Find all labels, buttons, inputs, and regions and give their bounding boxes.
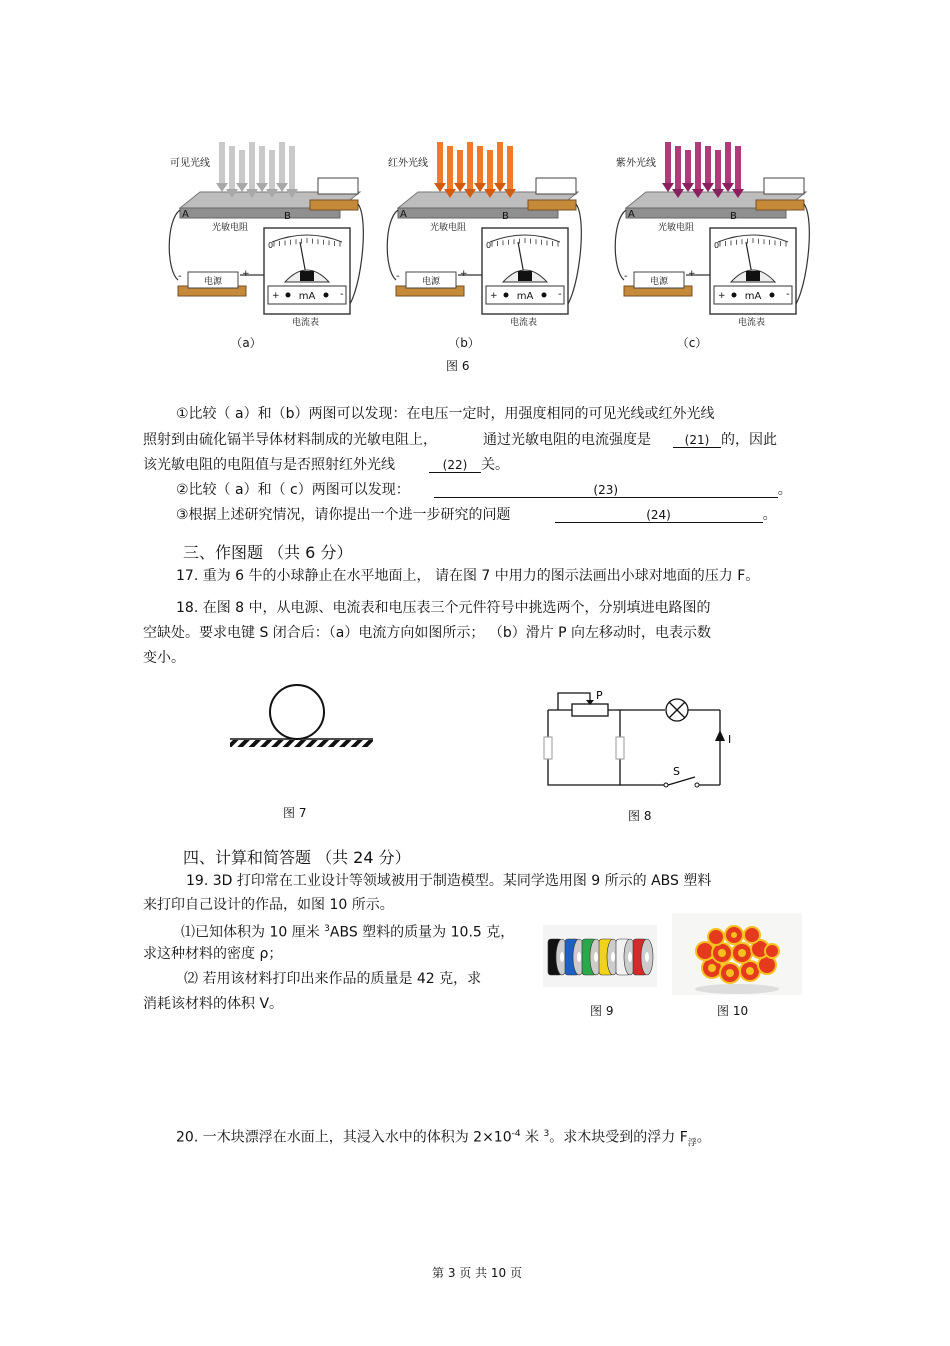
q19-line2: 来打印自己设计的作品，如图 10 所示。 bbox=[143, 897, 394, 913]
fig6-caption: 图 6 bbox=[446, 359, 470, 373]
light-arrow-head bbox=[276, 183, 288, 192]
light-arrow-head bbox=[256, 183, 268, 192]
light-arrow-shaft bbox=[259, 146, 265, 184]
ammeter-post bbox=[504, 293, 509, 298]
light-arrow-shaft bbox=[447, 146, 453, 190]
ammeter-unit: mA bbox=[516, 291, 534, 302]
power-minus: - bbox=[396, 271, 400, 282]
ammeter-unit: mA bbox=[298, 291, 316, 302]
q18-line1: 18. 在图 8 中，从电源、电流表和电压表三个元件符号中挑选两个，分别填进电路图的 bbox=[176, 600, 711, 616]
light-arrow-shaft bbox=[675, 146, 681, 190]
power-plus: + bbox=[242, 269, 250, 279]
light-arrow-head bbox=[722, 183, 734, 192]
ammeter-plus: + bbox=[718, 291, 726, 301]
q-p1-line2a: 照射到由硫化镉半导体材料制成的光敏电阻上， bbox=[143, 432, 437, 448]
wire-left bbox=[615, 210, 626, 280]
meter-zero: 0 bbox=[714, 241, 720, 250]
light-arrow-shaft bbox=[457, 150, 463, 184]
q20-sup2: 3 bbox=[543, 1129, 550, 1139]
ammeter-label: 电流表 bbox=[738, 318, 766, 328]
ammeter-minus: - bbox=[340, 289, 344, 300]
label-i: I bbox=[728, 733, 732, 746]
spool-hole bbox=[645, 952, 649, 962]
ammeter-knob bbox=[518, 271, 532, 281]
power-plus: + bbox=[688, 269, 696, 279]
terminal-block bbox=[310, 200, 358, 210]
q-p3-text: ③根据上述研究情况，请你提出一个进一步研究的问题 bbox=[176, 507, 511, 523]
blank-24[interactable]: (24) bbox=[555, 508, 763, 523]
power-minus: - bbox=[624, 271, 628, 282]
clamp bbox=[536, 178, 576, 194]
light-arrow-shaft bbox=[279, 142, 285, 184]
power-plus: + bbox=[460, 269, 468, 279]
wire-left bbox=[387, 210, 398, 280]
wire-left bbox=[169, 210, 180, 280]
q20b: 米 bbox=[520, 1129, 544, 1146]
light-label: 可见光线 bbox=[170, 158, 210, 169]
light-arrow-head bbox=[454, 183, 466, 192]
power-minus: - bbox=[178, 271, 182, 282]
q-p1-line2c: 的，因此 bbox=[721, 432, 777, 448]
section4-title: 四、计算和简答题 （共 24 分） bbox=[183, 848, 411, 867]
panel-label: （c） bbox=[676, 336, 708, 350]
light-label: 红外光线 bbox=[388, 158, 428, 169]
figure-8 bbox=[540, 685, 730, 795]
q-p1-line2 bbox=[143, 431, 777, 449]
meter-zero: 0 bbox=[268, 241, 274, 250]
q19-p1b: ABS 塑料的质量为 10.5 克， bbox=[329, 924, 515, 941]
q19-line1: 19. 3D 打印常在工业设计等领域被用于制造模型。某同学选用图 9 所示的 ABS 塑料 bbox=[186, 873, 712, 889]
figure-6 bbox=[160, 130, 820, 360]
ammeter-knob bbox=[746, 271, 760, 281]
point-b: B bbox=[502, 211, 509, 222]
light-arrow-head bbox=[662, 183, 674, 192]
ammeter-plus: + bbox=[490, 291, 498, 301]
q-p2-end: 。 bbox=[777, 482, 792, 498]
q18-line2: 空缺处。要求电键 S 闭合后：（a）电流方向如图所示； （b）滑片 P 向左移动时，电表示数 bbox=[143, 625, 712, 641]
light-arrow-shaft bbox=[467, 142, 473, 190]
rheostat bbox=[572, 704, 608, 716]
point-b: B bbox=[730, 211, 737, 222]
light-arrow-shaft bbox=[487, 150, 493, 190]
spool-hole bbox=[560, 952, 564, 962]
fig6-panel-a bbox=[160, 130, 370, 350]
light-arrow-shaft bbox=[705, 146, 711, 184]
light-arrow-shaft bbox=[239, 150, 245, 184]
ammeter-post bbox=[732, 293, 737, 298]
spool-hole bbox=[594, 952, 598, 962]
fig9-caption: 图 9 bbox=[590, 1004, 614, 1018]
meter-zero: 0 bbox=[486, 241, 492, 250]
ammeter-post bbox=[770, 293, 775, 298]
q-p2-text: ②比较（ a）和（ c）两图可以发现： bbox=[176, 482, 410, 498]
light-arrow-shaft bbox=[437, 142, 443, 184]
light-arrow-shaft bbox=[685, 150, 691, 184]
light-arrow-head bbox=[474, 183, 486, 192]
ground-hatch bbox=[230, 740, 373, 747]
resistor-label: 光敏电阻 bbox=[658, 223, 695, 233]
light-arrow-shaft bbox=[497, 142, 503, 184]
q19-p1-sup: 3 bbox=[324, 924, 330, 934]
q19-p2b: 消耗该材料的体积 V。 bbox=[143, 996, 284, 1012]
clamp bbox=[764, 178, 804, 194]
blank-21[interactable]: (21) bbox=[673, 433, 721, 448]
fig8-caption: 图 8 bbox=[628, 809, 652, 823]
q20c: 。求木块受到的浮力 F bbox=[549, 1129, 688, 1146]
light-arrow-shaft bbox=[665, 142, 671, 184]
q-p3-end: 。 bbox=[762, 507, 777, 523]
q20a: 20. 一木块漂浮在水面上，其浸入水中的体积为 2×10 bbox=[176, 1129, 512, 1146]
ammeter-post bbox=[542, 293, 547, 298]
panel-label: （b） bbox=[448, 336, 480, 350]
light-arrow-shaft bbox=[229, 146, 235, 190]
point-a: A bbox=[628, 209, 635, 220]
light-label: 紫外光线 bbox=[616, 158, 656, 169]
spool-hole bbox=[611, 952, 615, 962]
spool-hole bbox=[577, 952, 581, 962]
light-arrow-head bbox=[236, 183, 248, 192]
figure-9 bbox=[543, 925, 657, 987]
q19-p1c: 求这种材料的密度 ρ； bbox=[143, 946, 283, 962]
q20-sup1: -4 bbox=[511, 1129, 521, 1139]
ammeter-label: 电流表 bbox=[510, 318, 538, 328]
light-arrow-shaft bbox=[715, 150, 721, 190]
fig10-caption: 图 10 bbox=[717, 1004, 749, 1018]
ammeter-minus: - bbox=[786, 289, 790, 300]
clamp bbox=[318, 178, 358, 194]
point-a: A bbox=[400, 209, 407, 220]
power-label: 电源 bbox=[203, 277, 223, 287]
fig7-caption: 图 7 bbox=[283, 806, 307, 820]
ammeter-post bbox=[286, 293, 291, 298]
power-label: 电源 bbox=[649, 277, 669, 287]
power-label: 电源 bbox=[421, 277, 441, 287]
light-arrow-shaft bbox=[269, 150, 275, 190]
section3-title: 三、作图题 （共 6 分） bbox=[183, 543, 353, 562]
q-p2 bbox=[176, 481, 792, 499]
q-p1-line3b: 关。 bbox=[481, 457, 509, 473]
spool-hole bbox=[628, 952, 632, 962]
blank-22[interactable]: (22) bbox=[429, 458, 481, 473]
point-a: A bbox=[182, 209, 189, 220]
label-p: P bbox=[596, 689, 603, 702]
q-p1-line1: ①比较（ a）和（b）两图可以发现：在电压一定时，用强度相同的可见光线或红外光线 bbox=[176, 406, 715, 422]
q19-p1a: ⑴已知体积为 10 厘米 bbox=[181, 924, 325, 941]
ammeter-knob bbox=[300, 271, 314, 281]
light-arrow-shaft bbox=[695, 142, 701, 190]
light-arrow-shaft bbox=[507, 146, 513, 190]
resistor-label: 光敏电阻 bbox=[430, 223, 467, 233]
fig6-panel-b bbox=[378, 130, 588, 350]
q19-p1 bbox=[181, 920, 514, 942]
resistor-label: 光敏电阻 bbox=[212, 223, 249, 233]
terminal-block bbox=[756, 200, 804, 210]
light-arrow-head bbox=[494, 183, 506, 192]
q-p1-line3a: 该光敏电阻的电阻值与是否照射红外光线 bbox=[143, 457, 395, 473]
light-arrow-head bbox=[682, 183, 694, 192]
q-p1-line2b: 通过光敏电阻的电流强度是 bbox=[483, 432, 651, 448]
panel-label: （a） bbox=[230, 336, 262, 350]
q20-sub: 浮 bbox=[687, 1138, 697, 1149]
q-p3 bbox=[176, 506, 777, 524]
ammeter-post bbox=[324, 293, 329, 298]
q18-line3: 变小。 bbox=[143, 650, 185, 666]
blank-23[interactable]: (23) bbox=[434, 483, 778, 498]
q17: 17. 重为 6 牛的小球静止在水平地面上， 请在图 7 中用力的图示法画出小球对地面的压力 F。 bbox=[176, 568, 760, 584]
ammeter-unit: mA bbox=[744, 291, 762, 302]
fig6-panel-c bbox=[606, 130, 816, 350]
ammeter-minus: - bbox=[558, 289, 562, 300]
slot-left bbox=[544, 737, 552, 759]
current-arrow bbox=[715, 730, 725, 741]
slot-middle bbox=[616, 737, 624, 759]
light-arrow-shaft bbox=[249, 142, 255, 190]
light-arrow-shaft bbox=[725, 142, 731, 184]
terminal-block bbox=[528, 200, 576, 210]
page-footer: 第 3 页 共 10 页 bbox=[432, 1266, 522, 1280]
q-p1-line3 bbox=[143, 456, 509, 474]
ammeter-label: 电流表 bbox=[292, 318, 320, 328]
light-arrow-shaft bbox=[219, 142, 225, 184]
light-arrow-shaft bbox=[289, 146, 295, 190]
light-arrow-head bbox=[216, 183, 228, 192]
point-b: B bbox=[284, 211, 291, 222]
light-arrow-shaft bbox=[735, 146, 741, 190]
light-arrow-head bbox=[702, 183, 714, 192]
light-arrow-shaft bbox=[477, 146, 483, 184]
light-arrow-head bbox=[434, 183, 446, 192]
ball bbox=[270, 685, 324, 739]
ammeter-plus: + bbox=[272, 291, 280, 301]
q19-p2a: ⑵ 若用该材料打印出来作品的质量是 42 克，求 bbox=[184, 971, 482, 987]
label-s: S bbox=[673, 765, 680, 778]
figure-7 bbox=[225, 680, 380, 755]
q20 bbox=[176, 1125, 711, 1152]
q20d: 。 bbox=[696, 1129, 711, 1146]
figure-10 bbox=[672, 913, 802, 995]
